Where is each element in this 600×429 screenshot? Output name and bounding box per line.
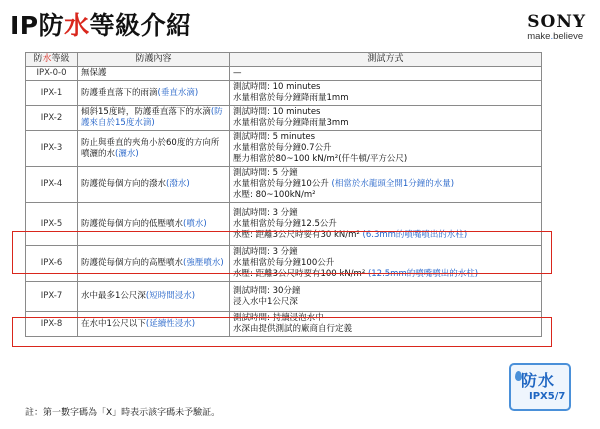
method-text: 壓力相當於80~100 kN/m²(仟牛頓/平方公尺) [233, 154, 408, 164]
row-content [78, 312, 230, 337]
row-content [78, 67, 230, 81]
table-row [26, 131, 542, 167]
header-level-accent: 水 [42, 54, 52, 64]
title-accent: 水 [64, 11, 90, 40]
table-header-row [26, 53, 542, 67]
method-text: 水深由提供測試的廠商自行定義 [233, 324, 353, 334]
footnote: 註：第一數字碼為「X」時表示該字碼未予驗証。 [25, 408, 221, 418]
row-method [230, 106, 542, 131]
table-row [26, 167, 542, 203]
method-line [233, 118, 538, 129]
header-level-post: 等級 [51, 54, 70, 64]
row-content [78, 203, 230, 246]
brand-tagline [527, 31, 586, 42]
method-highlight: (12.5mm的噴嘴噴出的水柱) [367, 269, 479, 279]
content-highlight: (灑水) [115, 148, 139, 159]
row-method [230, 246, 542, 282]
badge-line1: 防水 [521, 371, 556, 390]
row-method [230, 81, 542, 106]
method-text: 測試時間: 3 分鐘 [233, 207, 298, 218]
method-line [233, 324, 538, 335]
content-text: 防護從每個方向的高壓噴水 [81, 258, 184, 268]
table-row [26, 312, 542, 337]
row-method [230, 312, 542, 337]
method-line [233, 154, 538, 165]
badge-line2: IPX5/7 [529, 391, 566, 402]
method-text: 水壓: 80~100kN/m² [233, 190, 316, 200]
table-row [26, 203, 542, 246]
method-line [233, 269, 538, 280]
method-text: 浸入水中1公尺深 [233, 296, 298, 307]
row-level: IPX-6 [26, 246, 78, 282]
method-line [233, 68, 538, 79]
method-line [233, 107, 538, 118]
method-text: 測試時間: 30分鐘 [233, 285, 301, 296]
tagline-part-a: make [527, 31, 551, 42]
content-text: 防護垂直落下的雨滴 [81, 87, 158, 98]
method-text: 水量相當於每分鐘降雨量3mm [233, 118, 349, 128]
header-level [26, 53, 78, 67]
method-line [233, 297, 538, 308]
table-row [26, 282, 542, 312]
page-title [10, 6, 192, 42]
title-prefix: IP防 [10, 11, 65, 40]
table-row [26, 246, 542, 282]
row-method [230, 67, 542, 81]
method-line [233, 219, 538, 230]
method-line [233, 286, 538, 297]
method-text: 水量相當於每分鐘降雨量1mm [233, 93, 349, 103]
sony-logo [527, 12, 586, 42]
tagline-dot: . [550, 31, 554, 42]
method-text: 水量相當於每分鐘12.5公升 [233, 218, 337, 229]
content-text: 在水中1公尺以下 [81, 318, 146, 329]
ip-rating-table [25, 52, 542, 337]
method-highlight: (相當於水龍頭全開1分鐘的水量) [331, 179, 455, 189]
method-text: 測試時間: 持續浸泡水中 [233, 313, 324, 323]
row-level: IPX-5 [26, 203, 78, 246]
method-line [233, 247, 538, 258]
row-content [78, 81, 230, 106]
row-level: IPX-7 [26, 282, 78, 312]
method-text: 水量相當於每分鐘0.7公升 [233, 143, 332, 153]
row-content [78, 282, 230, 312]
table-body [26, 67, 542, 337]
method-line [233, 132, 538, 143]
content-text: 防護從每個方向的潑水 [81, 179, 167, 189]
content-text: 防護從每個方向的低壓噴水 [81, 218, 184, 229]
method-text: 測試時間: 5 分鐘 [233, 168, 298, 178]
method-text: 測試時間: 3 分鐘 [233, 247, 298, 257]
method-line [233, 230, 538, 241]
method-highlight: (6.3mm的噴嘴噴出的水柱) [362, 229, 468, 240]
table-row [26, 67, 542, 81]
header-level-pre: 防 [33, 54, 43, 64]
method-line [233, 258, 538, 269]
table-row [26, 81, 542, 106]
content-highlight: (噴水) [183, 218, 207, 229]
method-line [233, 143, 538, 154]
tagline-part-b: believe [553, 31, 584, 42]
method-line [233, 313, 538, 324]
content-highlight: (潑水) [166, 179, 190, 189]
content-highlight: (防護來自於15度水滴) [81, 107, 223, 128]
method-line [233, 179, 538, 190]
row-level: IPX-8 [26, 312, 78, 337]
content-highlight: (垂直水滴) [157, 87, 199, 98]
method-text: 水壓: 距離3公尺時要有30 kN/m² [233, 229, 360, 240]
row-method [230, 131, 542, 167]
content-text: 傾斜15度時，防護垂直落下的水滴 [81, 107, 211, 117]
table-row [26, 106, 542, 131]
title-suffix: 等級介紹 [89, 11, 192, 40]
content-text: 防止與垂直的夾角小於60度的方向所噴灑的水 [81, 137, 220, 159]
method-text: — [233, 68, 242, 78]
content-highlight: (強壓噴水) [183, 258, 224, 268]
method-line [233, 168, 538, 179]
method-text: 水量相當於每分鐘10公升 [233, 179, 329, 189]
row-level: IPX-0-0 [26, 67, 78, 81]
content-highlight: (延續性浸水) [145, 318, 196, 329]
row-level: IPX-4 [26, 167, 78, 203]
method-text: 測試時間: 10 minutes [233, 82, 321, 92]
content-highlight: (短時間浸水) [145, 291, 196, 301]
method-text: 測試時間: 10 minutes [233, 107, 321, 117]
method-line [233, 208, 538, 219]
brand-name: SONY [527, 12, 586, 32]
content-text: 水中最多1公尺深 [81, 291, 146, 301]
row-content [78, 167, 230, 203]
method-line [233, 190, 538, 201]
header-content: 防護內容 [78, 53, 230, 67]
row-level: IPX-2 [26, 106, 78, 131]
row-method [230, 203, 542, 246]
method-text: 測試時間: 5 minutes [233, 132, 316, 142]
row-method [230, 167, 542, 203]
method-line [233, 93, 538, 104]
row-content [78, 131, 230, 167]
content-text: 無保護 [81, 68, 107, 78]
header-method: 測試方式 [230, 53, 542, 67]
row-level: IPX-1 [26, 81, 78, 106]
method-text: 水壓: 距離3公尺時要有100 kN/m² [233, 269, 366, 279]
waterproof-badge [509, 363, 571, 411]
method-text: 水量相當於每分鐘100公升 [233, 258, 335, 268]
row-content [78, 106, 230, 131]
row-method [230, 282, 542, 312]
row-content [78, 246, 230, 282]
method-line [233, 82, 538, 93]
row-level: IPX-3 [26, 131, 78, 167]
